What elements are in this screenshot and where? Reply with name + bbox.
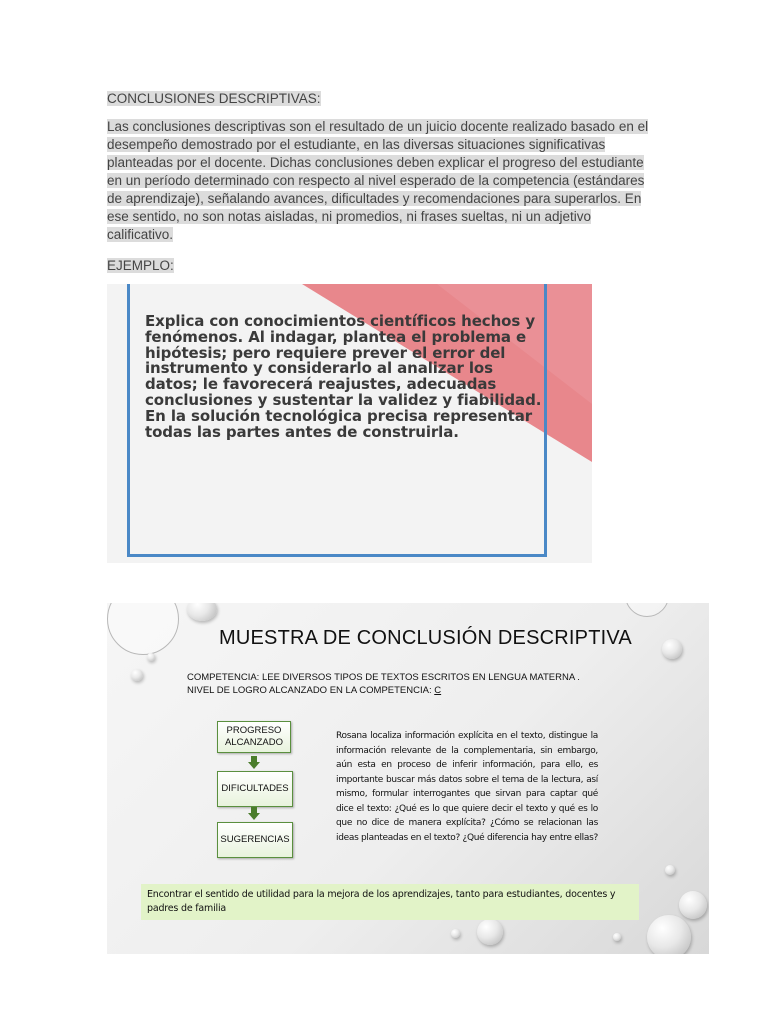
nivel-value: C [434,685,442,696]
conclusion-description: Rosana localiza información explícita en el texto, distingue la información relevante de la complementaria, sin embargo, aún esta en proceso de inferir información, para ello, es importante buscar más datos sobre el tema de la lectura, así mismo, formular interrogantes que sirvan para captar qué dice el texto: ¿Qué es lo que quiere decir el texto y qué es lo que no dice de manera explícita? ¿Cómo se relacionan las ideas planteadas en el texto? ¿Qué diferencia hay entre ellas? [336,731,598,843]
section-heading-ejemplo: EJEMPLO: [107,258,174,273]
water-drop-decoration [665,865,675,875]
utilidad-banner: Encontrar el sentido de utilidad para la mejora de los aprendizajes, tanto para estudiantes, docentes y padres de familia [141,884,639,920]
water-drop-decoration [451,929,460,938]
arrow-down-icon [249,807,259,820]
blue-frame-left [127,284,130,556]
slide-title: MUESTRA DE CONCLUSIÓN DESCRIPTIVA [219,627,632,649]
sugerencias-box: SUGERENCIAS [217,822,293,858]
nivel-logro [187,684,580,697]
dificultades-box: DIFICULTADES [217,771,293,807]
blue-frame-bottom [127,554,547,557]
water-drop-decoration [477,919,503,945]
water-drop-decoration [647,915,691,954]
progreso-alcanzado-box: PROGRESO ALCANZADO [217,721,291,753]
water-drop-decoration [662,639,682,659]
water-drop-decoration [147,653,155,661]
example-image [107,284,592,563]
water-drop-decoration [679,891,707,919]
water-drop-decoration [625,603,669,617]
conclusiones-paragraph: Las conclusiones descriptivas son el resultado de un juicio docente realizado basado en el desempeño demostrado por el estudiante, en las diversas situaciones significativas planteadas por el docente. Dichas conclusiones deben explicar el progreso del estudiante en un período determinado con respecto al nivel esperado de la competencia (estándares de aprendizaje), señalando avances, dificultades y recomendaciones para superarlos. En ese sentido, no son notas aisladas, ni promedios, ni frases sueltas, ni un adjetivo calificativo. [107,119,649,242]
example-text: Explica con conocimientos científicos hechos y fenómenos. Al indagar, plantea el problema e hipótesis; pero requiere prever el error del instrumento y considerarlo al analizar los datos; le favorecerá reajustes, adecuadas conclusiones y sustentar la validez y fiabilidad. En la solución tecnológica precisa representar todas las partes antes de construirla. [145,312,542,441]
arrow-down-icon [249,756,259,769]
competencia-label: COMPETENCIA: LEE DIVERSOS TIPOS DE TEXTOS ESCRITOS EN LENGUA MATERNA . [187,672,580,683]
section-heading-conclusiones: CONCLUSIONES DESCRIPTIVAS: [107,91,321,106]
competencia-block [187,671,580,697]
water-drop-decoration [187,603,217,621]
water-drop-decoration [613,933,621,941]
sample-slide [107,603,709,954]
nivel-label: NIVEL DE LOGRO ALCANZADO EN LA COMPETENCIA: [187,685,435,696]
water-drop-decoration [131,669,143,681]
water-drop-decoration [107,603,179,655]
